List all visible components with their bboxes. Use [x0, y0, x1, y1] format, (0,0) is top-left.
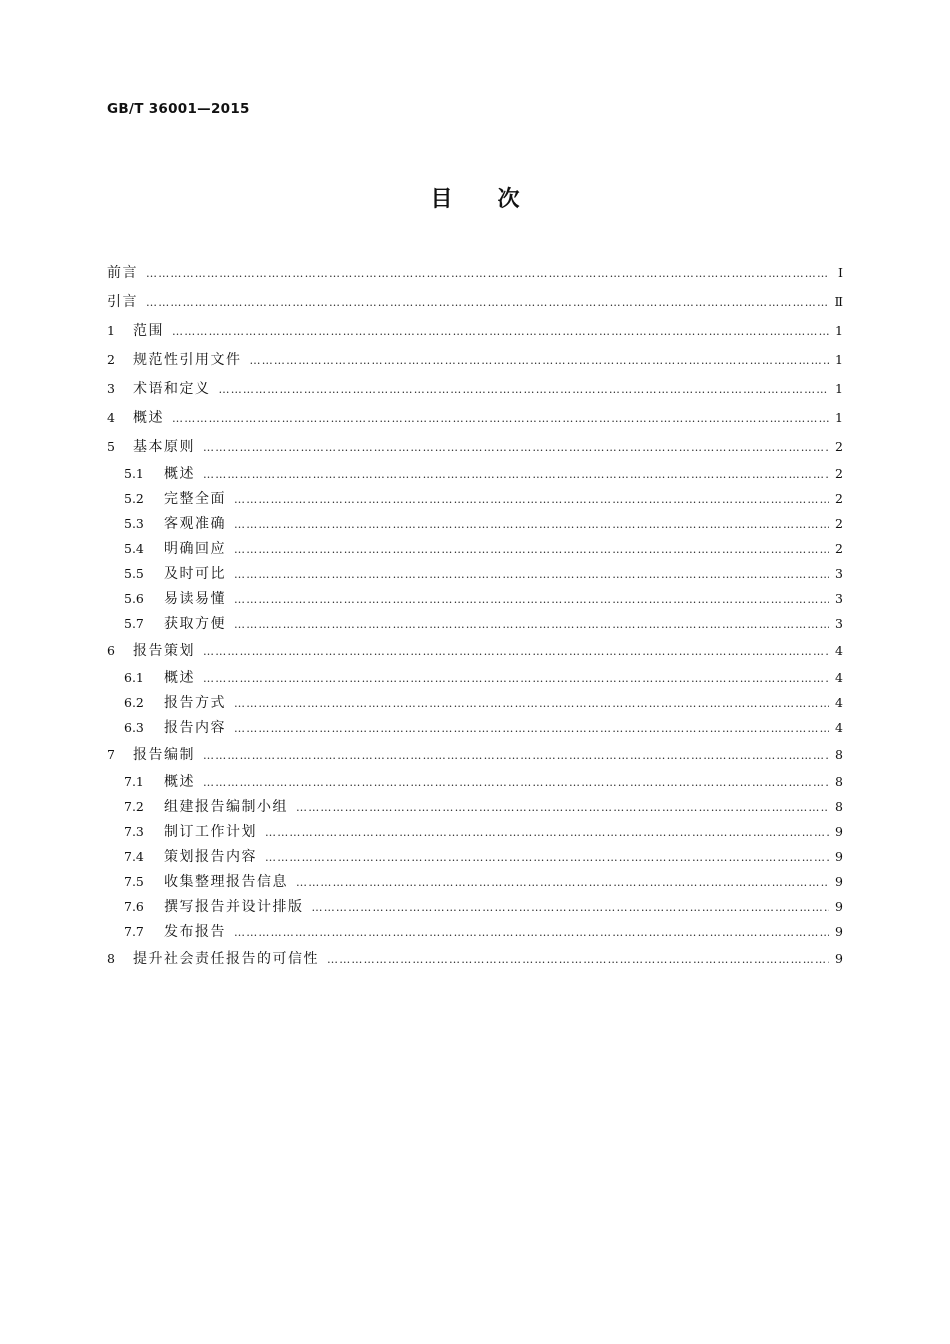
dot-leader: [203, 770, 829, 795]
dot-leader: [265, 820, 829, 845]
toc-entry-number: 5: [107, 439, 115, 454]
toc-entry-label: 基本原则: [133, 439, 195, 455]
toc-entry-label: 撰写报告并设计排版: [164, 899, 304, 915]
dot-leader: [296, 795, 829, 820]
toc-entry-label: 术语和定义: [133, 381, 211, 397]
toc-entry-number: 5.1: [124, 466, 144, 481]
toc-entry-page-number: 1: [835, 323, 843, 338]
toc-entry[interactable]: [107, 769, 843, 794]
toc-entry-number: 7.7: [124, 924, 144, 939]
toc-entry-page-number: 4: [835, 720, 843, 735]
toc-entry-number: 6.1: [124, 670, 144, 685]
toc-entry-page-number: 1: [835, 381, 843, 396]
toc-entry-label: 概述: [133, 410, 164, 426]
toc-entry-label: 前言: [107, 265, 138, 281]
dot-leader: [312, 895, 830, 920]
toc-entry[interactable]: [107, 690, 843, 715]
toc-entry-number: 6.3: [124, 720, 144, 735]
toc-entry-label: 引言: [107, 294, 138, 310]
dot-leader: [172, 404, 829, 433]
toc-entry-label: 获取方便: [164, 616, 226, 632]
toc-entry-number: 7.5: [124, 874, 144, 889]
toc-entry-page-number: 2: [835, 491, 843, 506]
toc-entry-number: 7: [107, 747, 115, 762]
toc-entry[interactable]: [107, 486, 843, 511]
toc-entry-label: 发布报告: [164, 924, 226, 940]
toc-entry[interactable]: [107, 561, 843, 586]
toc-entry-page-number: 3: [835, 616, 843, 631]
toc-entry-page-number: 4: [835, 670, 843, 685]
toc-entry-label: 完整全面: [164, 491, 226, 507]
dot-leader: [234, 612, 829, 637]
toc-entry-number: 3: [107, 381, 115, 396]
toc-entry-label: 概述: [164, 466, 195, 482]
dot-leader: [203, 433, 829, 462]
toc-entry-number: 5.3: [124, 516, 144, 531]
toc-entry[interactable]: [107, 869, 843, 894]
toc-entry-number: 7.3: [124, 824, 144, 839]
dot-leader: [203, 462, 829, 487]
toc-entry[interactable]: [107, 258, 843, 287]
dot-leader: [265, 845, 829, 870]
toc-entry[interactable]: [107, 919, 843, 944]
toc-entry-page-number: Ⅱ: [834, 294, 843, 309]
dot-leader: [146, 259, 829, 288]
toc-entry-label: 范围: [133, 323, 164, 339]
toc-entry-page-number: 2: [835, 439, 843, 454]
toc-entry-page-number: 1: [835, 410, 843, 425]
toc-entry-number: 5.7: [124, 616, 144, 631]
toc-entry-number: 6.2: [124, 695, 144, 710]
toc-entry[interactable]: [107, 432, 843, 461]
toc-entry-label: 概述: [164, 670, 195, 686]
toc-entry[interactable]: [107, 819, 843, 844]
toc-entry[interactable]: [107, 944, 843, 973]
toc-entry-label: 概述: [164, 774, 195, 790]
toc-entry-page-number: 9: [835, 874, 843, 889]
toc-entry[interactable]: [107, 345, 843, 374]
toc-entry-label: 报告编制: [133, 747, 195, 763]
toc-entry-number: 4: [107, 410, 115, 425]
toc-entry-label: 易读易懂: [164, 591, 226, 607]
toc-entry[interactable]: [107, 374, 843, 403]
table-of-contents: [107, 258, 843, 973]
toc-entry[interactable]: [107, 461, 843, 486]
toc-entry-label: 规范性引用文件: [133, 352, 242, 368]
toc-entry-page-number: 2: [835, 466, 843, 481]
toc-entry[interactable]: [107, 611, 843, 636]
toc-entry-label: 制订工作计划: [164, 824, 257, 840]
toc-entry[interactable]: [107, 665, 843, 690]
toc-entry-page-number: 2: [835, 516, 843, 531]
toc-entry-number: 2: [107, 352, 115, 367]
toc-entry-page-number: 4: [835, 695, 843, 710]
toc-entry-number: 5.5: [124, 566, 144, 581]
toc-entry[interactable]: [107, 740, 843, 769]
dot-leader: [146, 288, 829, 317]
toc-entry-page-number: 9: [835, 951, 843, 966]
toc-entry[interactable]: [107, 511, 843, 536]
toc-entry-page-number: 8: [835, 747, 843, 762]
toc-entry-page-number: 9: [835, 849, 843, 864]
toc-entry-number: 5.6: [124, 591, 144, 606]
toc-entry-number: 7.4: [124, 849, 144, 864]
toc-entry-label: 报告内容: [164, 720, 226, 736]
dot-leader: [203, 741, 829, 770]
toc-entry-label: 提升社会责任报告的可信性: [133, 951, 319, 967]
dot-leader: [234, 512, 829, 537]
toc-entry-page-number: 3: [835, 591, 843, 606]
toc-entry-number: 5.2: [124, 491, 144, 506]
toc-entry-label: 报告方式: [164, 695, 226, 711]
dot-leader: [203, 637, 829, 666]
toc-entry[interactable]: [107, 536, 843, 561]
toc-entry-number: 6: [107, 643, 115, 658]
toc-entry[interactable]: [107, 586, 843, 611]
dot-leader: [234, 920, 829, 945]
toc-entry-page-number: 9: [835, 924, 843, 939]
dot-leader: [172, 317, 829, 346]
toc-entry-number: 8: [107, 951, 115, 966]
toc-entry-label: 组建报告编制小组: [164, 799, 288, 815]
dot-leader: [234, 487, 829, 512]
toc-entry-number: 5.4: [124, 541, 144, 556]
dot-leader: [234, 691, 829, 716]
toc-entry[interactable]: [107, 316, 843, 345]
toc-entry[interactable]: [107, 715, 843, 740]
toc-entry-number: 7.1: [124, 774, 144, 789]
toc-entry-page-number: 8: [835, 774, 843, 789]
toc-entry-page-number: 8: [835, 799, 843, 814]
dot-leader: [203, 666, 829, 691]
toc-entry-number: 1: [107, 323, 115, 338]
toc-entry[interactable]: [107, 844, 843, 869]
toc-entry[interactable]: [107, 636, 843, 665]
dot-leader: [234, 562, 829, 587]
toc-entry-label: 及时可比: [164, 566, 226, 582]
toc-entry-label: 客观准确: [164, 516, 226, 532]
dot-leader: [234, 587, 829, 612]
toc-entry-page-number: 9: [835, 899, 843, 914]
dot-leader: [234, 537, 829, 562]
dot-leader: [250, 346, 830, 375]
toc-entry[interactable]: [107, 403, 843, 432]
page-title: 目次: [430, 187, 565, 212]
toc-entry[interactable]: [107, 794, 843, 819]
standard-code: GB/T 36001—2015: [107, 101, 250, 117]
dot-leader: [234, 716, 829, 741]
toc-entry-number: 7.6: [124, 899, 144, 914]
toc-entry-label: 明确回应: [164, 541, 226, 557]
toc-entry-page-number: 2: [835, 541, 843, 556]
dot-leader: [296, 870, 829, 895]
toc-entry-label: 报告策划: [133, 643, 195, 659]
toc-entry-page-number: 3: [835, 566, 843, 581]
toc-entry[interactable]: [107, 287, 843, 316]
dot-leader: [327, 945, 829, 974]
toc-entry-label: 收集整理报告信息: [164, 874, 288, 890]
toc-entry-number: 7.2: [124, 799, 144, 814]
dot-leader: [219, 375, 830, 404]
toc-entry-page-number: Ⅰ: [838, 265, 843, 280]
toc-entry-label: 策划报告内容: [164, 849, 257, 865]
toc-entry-page-number: 1: [835, 352, 843, 367]
toc-entry[interactable]: [107, 894, 843, 919]
toc-entry-page-number: 9: [835, 824, 843, 839]
toc-entry-page-number: 4: [835, 643, 843, 658]
